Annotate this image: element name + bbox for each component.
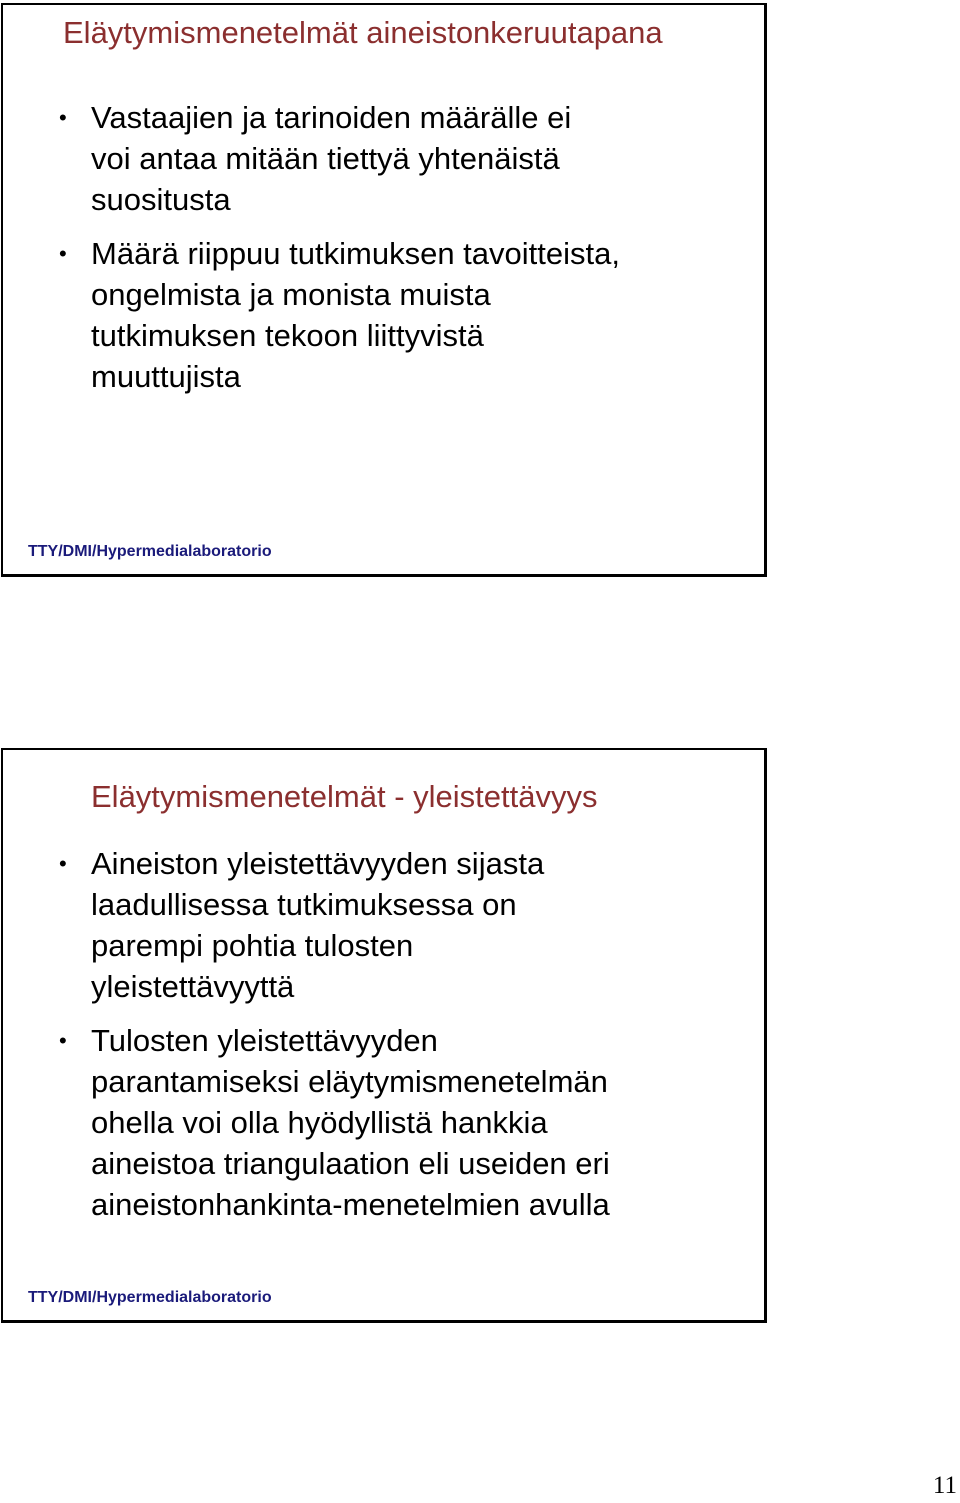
bullet-list: [53, 97, 743, 410]
bullet-text-line: Aineiston yleistettävyyden sijasta: [91, 846, 545, 881]
bullet-text-line: muuttujista: [91, 359, 241, 394]
bullet-item: [53, 233, 743, 397]
bullet-text-line: laadullisessa tutkimuksessa on: [91, 887, 517, 922]
bullet-item: [53, 97, 743, 220]
bullet-text-line: tutkimuksen tekoon liittyvistä: [91, 318, 484, 353]
bullet-text-line: voi antaa mitään tiettyä yhtenäistä: [91, 141, 560, 176]
bullet-text-line: yleistettävyyttä: [91, 969, 295, 1004]
bullet-icon: •: [59, 241, 67, 266]
bullet-text-line: parempi pohtia tulosten: [91, 928, 414, 963]
bullet-icon: •: [59, 851, 67, 876]
bullet-text-line: Tulosten yleistettävyyden: [91, 1023, 438, 1058]
bullet-text-line: parantamiseksi eläytymismenetelmän: [91, 1064, 608, 1099]
bullet-list: [53, 843, 743, 1238]
slide-footer: TTY/DMI/Hypermedialaboratorio: [28, 1289, 272, 1306]
slide-1: [1, 3, 767, 577]
bullet-text-line: Määrä riippuu tutkimuksen tavoitteista,: [91, 236, 620, 271]
slide-title: Eläytymismenetelmät - yleistettävyys: [91, 779, 598, 814]
bullet-text-line: suositusta: [91, 182, 231, 217]
bullet-item: [53, 1020, 743, 1225]
slide-footer: TTY/DMI/Hypermedialaboratorio: [28, 543, 272, 560]
bullet-item: [53, 843, 743, 1007]
slide-2: [1, 748, 767, 1323]
page-number: 11: [932, 1472, 957, 1499]
bullet-text-line: aineistonhankinta-menetelmien avulla: [91, 1187, 610, 1222]
bullet-text-line: ohella voi olla hyödyllistä hankkia: [91, 1105, 548, 1140]
bullet-text-line: ongelmista ja monista muista: [91, 277, 491, 312]
slide-title: Eläytymismenetelmät aineistonkeruutapana: [63, 15, 663, 50]
bullet-text-line: aineistoa triangulaation eli useiden eri: [91, 1146, 610, 1181]
bullet-icon: •: [59, 1028, 67, 1053]
bullet-icon: •: [59, 105, 67, 130]
bullet-text-line: Vastaajien ja tarinoiden määrälle ei: [91, 100, 572, 135]
